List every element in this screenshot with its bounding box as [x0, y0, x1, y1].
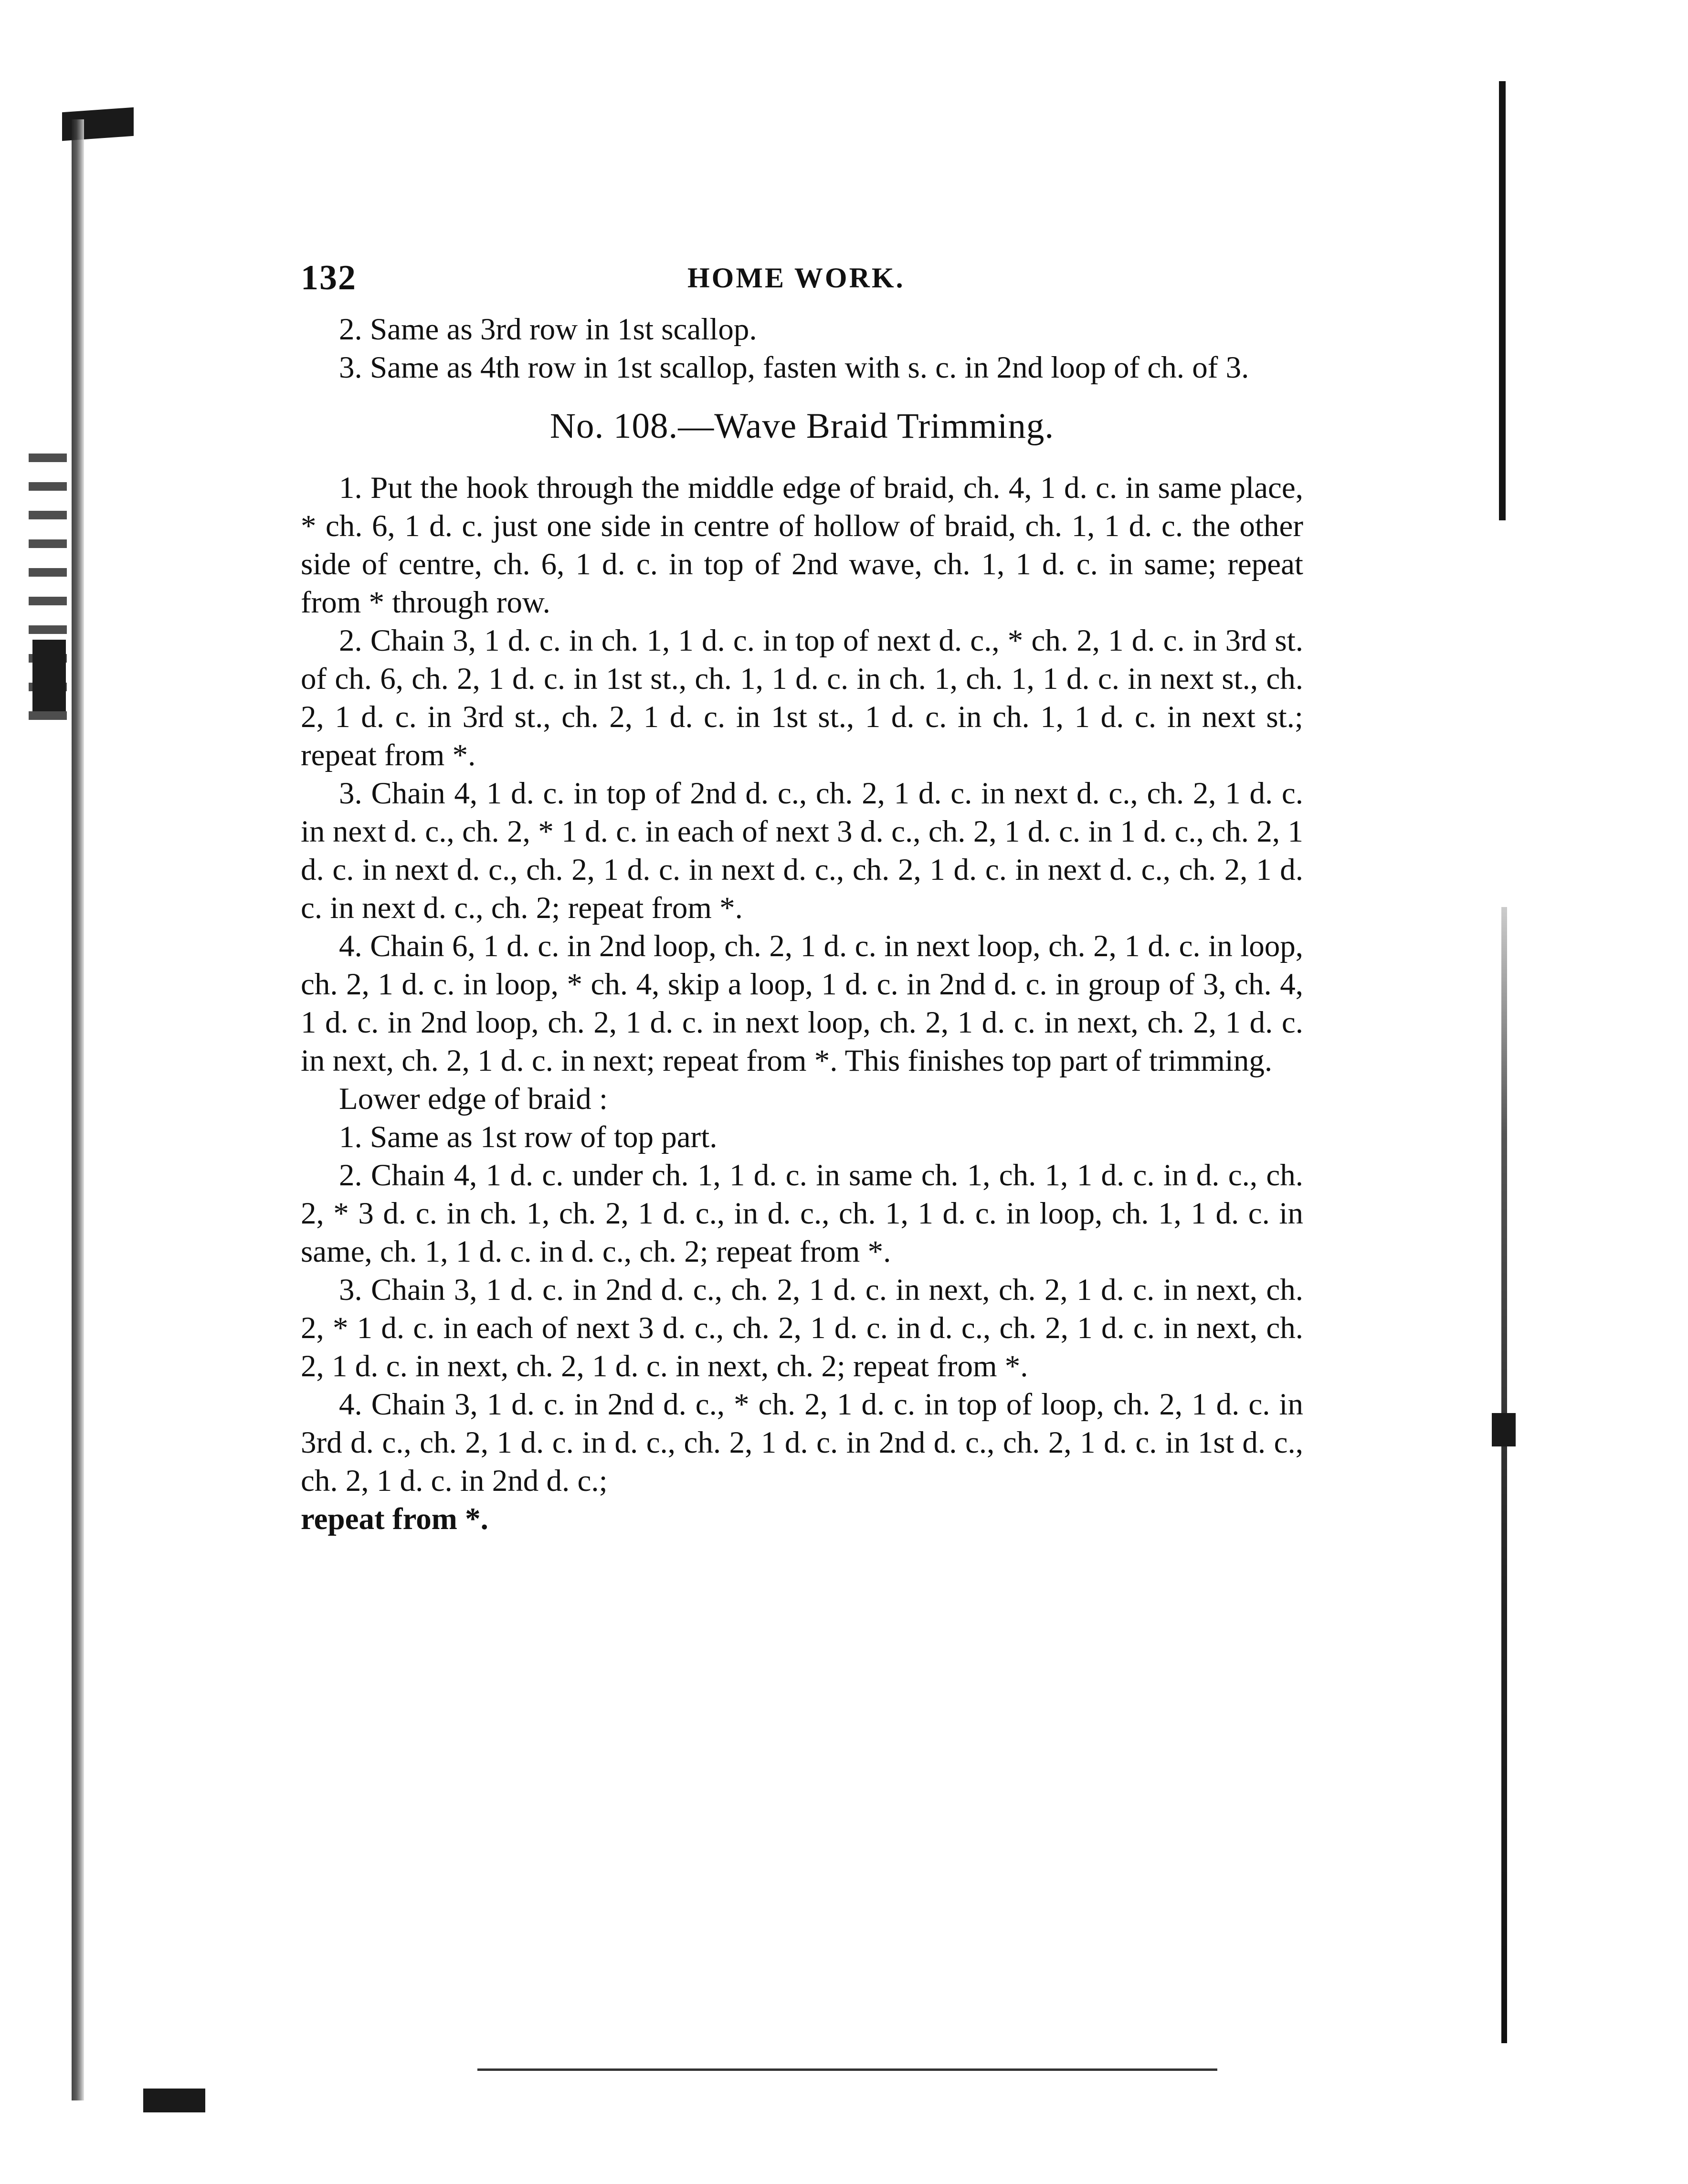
instruction-row: 3. Chain 4, 1 d. c. in top of 2nd d. c., ch. 2, 1 d. c. in next d. c., ch. 2, 1 d. c. in next d. c., ch. 2, * 1 d. c. in each of next 3 d. c., ch. 2, 1 d. c. in 1 d. c., ch. 2, 1 d. c. in next d. c., ch. 2, 1 d. c. in next d. c., ch. 2, 1 d. c. in next d. c., ch. 2, 1 d. c. in next d. c., ch. 2; repeat from *.	[301, 776, 1303, 925]
intro-row: 2. Same as 3rd row in 1st scallop.	[339, 312, 757, 347]
page-edge-shadow	[1499, 81, 1506, 520]
instruction-row: 2. Chain 4, 1 d. c. under ch. 1, 1 d. c. in same ch. 1, ch. 1, 1 d. c. in d. c., ch. 2, * 3 d. c. in ch. 1, ch. 2, 1 d. c., in d. c., ch. 1, 1 d. c. in loop, ch. 1, 1 d. c. in same, ch. 1, 1 d. c. in d. c., ch. 2; repeat from *.	[301, 1158, 1303, 1269]
instruction-row: 1. Same as 1st row of top part.	[339, 1120, 717, 1154]
running-head	[301, 258, 1303, 310]
running-title: HOME WORK.	[687, 262, 905, 294]
section-title: No. 108.—Wave Braid Trimming.	[549, 406, 1055, 446]
scan-artifact	[32, 640, 66, 711]
subsection-label: Lower edge of braid :	[339, 1082, 608, 1116]
intro-row: 3. Same as 4th row in 1st scallop, fasten with s. c. in 2nd loop of ch. of 3.	[339, 350, 1249, 385]
page-number: 132	[301, 258, 357, 297]
instruction-row: 3. Chain 3, 1 d. c. in 2nd d. c., ch. 2, 1 d. c. in next, ch. 2, 1 d. c. in next, ch. 2, * 1 d. c. in each of next 3 d. c., ch. 2, 1 d. c. in d. c., ch. 2, 1 d. c. in next, ch. 2, 1 d. c. in next, ch. 2, 1 d. c. in next, ch. 2; repeat from *.	[301, 1273, 1303, 1383]
bottom-rule	[477, 2068, 1217, 2071]
instruction-row: 2. Chain 3, 1 d. c. in ch. 1, 1 d. c. in top of next d. c., * ch. 2, 1 d. c. in 3rd st. of ch. 6, ch. 2, 1 d. c. in 1st st., ch. 1, 1 d. c. in ch. 1, ch. 1, 1 d. c. in next st., ch. 2, 1 d. c. in 3rd st., ch. 2, 1 d. c. in 1st st., 1 d. c. in ch. 1, 1 d. c. in next st.; repeat from *.	[301, 623, 1303, 772]
instruction-row: 4. Chain 3, 1 d. c. in 2nd d. c., * ch. 2, 1 d. c. in top of loop, ch. 2, 1 d. c. in 3rd d. c., ch. 2, 1 d. c. in d. c., ch. 2, 1 d. c. in 2nd d. c., ch. 2, 1 d. c. in 1st d. c., ch. 2, 1 d. c. in 2nd d. c.;	[301, 1387, 1303, 1498]
instruction-row: 4. Chain 6, 1 d. c. in 2nd loop, ch. 2, 1 d. c. in next loop, ch. 2, 1 d. c. in loop, ch. 2, 1 d. c. in loop, * ch. 4, skip a loop, 1 d. c. in 2nd d. c. in group of 3, ch. 4, 1 d. c. in 2nd loop, ch. 2, 1 d. c. in next loop, ch. 2, 1 d. c. in next, ch. 2, 1 d. c. in next, ch. 2, 1 d. c. in next; repeat from *. This finishes top part of trimming.	[301, 929, 1303, 1078]
page-edge-shadow	[1501, 907, 1507, 2043]
scan-artifact	[143, 2089, 205, 2112]
scan-artifact	[1492, 1413, 1516, 1446]
instruction-row: 1. Put the hook through the middle edge of braid, ch. 4, 1 d. c. in same place, * ch. 6, 1 d. c. just one side in centre of hollow of braid, ch. 1, 1 d. c. the other side of centre, ch. 6, 1 d. c. in top of 2nd wave, ch. 1, 1 d. c. in same; repeat from * through row.	[301, 471, 1303, 620]
page-content	[301, 258, 1303, 1538]
closing-line: repeat from *.	[301, 1502, 488, 1536]
page-edge-shadow	[72, 119, 84, 2100]
